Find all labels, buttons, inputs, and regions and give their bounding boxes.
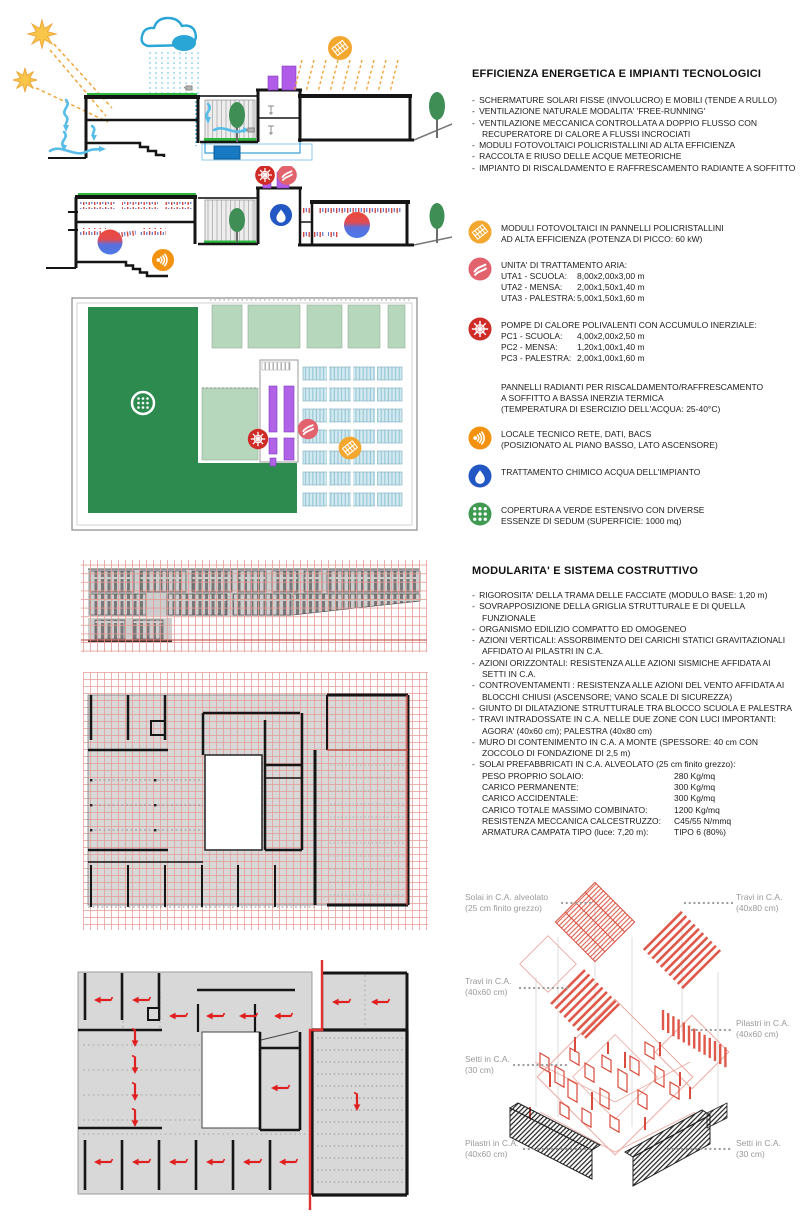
radiant-panel-icon	[468, 379, 492, 403]
load-row: RESISTENZA MECCANICA CALCESTRUZZO: C45/55 N/mmq	[482, 815, 732, 826]
bullet: - RIGOROSITA' DELLA TRAMA DELLE FACCIATE (MODULO BASE: 1,20 m)	[472, 590, 796, 601]
load-row: ARMATURA CAMPATA TIPO (luce: 7,20 m): TIPO 6 (80%)	[482, 827, 726, 838]
pv-icon	[339, 437, 362, 460]
axon-label-solai: Solai in C.A. alveolato (25 cm finito grezzo)	[465, 892, 549, 913]
load-row: CARICO ACCIDENTALE: 300 Kg/mq	[482, 793, 716, 804]
systems-section-diagram	[0, 166, 460, 284]
facade-grid-diagram	[55, 556, 435, 666]
bullet: - VENTILAZIONE NATURALE MODALITA' 'FREE-RUNNING'	[472, 106, 796, 117]
rain-cloud-icon	[142, 18, 196, 51]
heat-pump-icon	[468, 317, 492, 341]
bullet: - GIUNTO DI DILATAZIONE STRUTTURALE TRA BLOCCO SCUOLA E PALESTRA	[472, 703, 796, 714]
legend-item-green-roof: COPERTURA A VERDE ESTENSIVO CON DIVERSE ESSENZE DI SEDUM (SUPERFICIE: 1000 mq)	[468, 504, 798, 528]
legend-item-network: LOCALE TECNICO RETE, DATI, BACS (POSIZIONATO AL PIANO BASSO, LATO ASCENSORE)	[468, 428, 798, 452]
bullet: - AZIONI ORIZZONTALI: RESISTENZA ALLE AZIONI SISMICHE AFFIDATA AI SETTI IN C.A.	[472, 658, 796, 681]
air-handling-icon	[298, 419, 318, 439]
courtyard	[205, 755, 262, 850]
water-tank	[214, 146, 240, 159]
sanitary-glyphs	[268, 106, 274, 134]
green-roof-icon	[468, 502, 492, 526]
radiant-panel-icon	[344, 212, 370, 238]
span-direction-plan	[55, 958, 435, 1220]
network-room-ic on	[468, 426, 492, 450]
axon-label-setti-right: Setti in C.A. (30 cm)	[736, 1138, 781, 1159]
energy-bullets	[472, 95, 796, 174]
bullet: - VENTILAZIONE MECCANICA CONTROLLATA A DOPPIO FLUSSO CON RECUPERATORE DI CALORE A FLUSSI INCROCIATI	[472, 118, 796, 141]
load-row: PESO PROPRIO SOLAIO: 280 Kg/mq	[482, 770, 716, 781]
energy-section-diagram	[0, 4, 460, 176]
modularity-title: MODULARITA' E SISTEMA COSTRUTTIVO	[472, 565, 699, 577]
hollow-core-slab	[555, 882, 634, 961]
axon-label-pilastri-bottom: Pilastri in C.A. (40x60 cm)	[465, 1138, 519, 1159]
network-room-icon	[152, 249, 174, 271]
bullet: - RACCOLTA E RIUSO DELLE ACQUE METEORICHE	[472, 151, 796, 162]
rooftop-units	[268, 66, 296, 90]
sun-icon	[13, 20, 56, 92]
heat-pump-icon	[255, 166, 275, 185]
bullet: - SCHERMATURE SOLARI FISSE (INVOLUCRO) E MOBILI (TENDE A RULLO)	[472, 95, 796, 106]
heat-pump-icon	[248, 429, 268, 449]
radiant-panel-icon	[98, 230, 123, 255]
bullet: - MURO DI CONTENIMENTO IN C.A. A MONTE (SPESSORE: 40 cm CON ZOCCOLO DI FONDAZIONE DI 2,5 m)	[472, 737, 796, 760]
bullet: - IMPIANTO DI RISCALDAMENTO E RAFFRESCAMENTO RADIANTE A SOFFITTO	[472, 163, 796, 174]
air-handling-icon	[277, 166, 297, 185]
pv-sun-rays	[294, 60, 398, 92]
bullet: - CONTROVENTAMENTI : RESISTENZA ALLE AZIONI DEL VENTO AFFIDATA AI BLOCCHI CHIUSI (ASCENSORE; VANO SCALE DI SICUREZZA)	[472, 680, 796, 703]
legend-item-pv: MODULI FOTOVOLTAICI IN PANNELLI POLICRISTALLINI AD ALTA EFFICIENZA (POTENZA DI PICCO: 60 kW)	[468, 222, 798, 246]
sun-rays	[36, 44, 112, 122]
bullet: - MODULI FOTOVOLTAICI POLICRISTALLINI AD ALTA EFFICIENZA	[472, 140, 796, 151]
legend-item-heat-pump: POMPE DI CALORE POLIVALENTI CON ACCUMULO INERZIALE: PC1 - SCUOLA: 4,00x2,00x2,50 m PC2 - MENSA: 1,20x1,00x1,40 m PC3 - PALESTRA: 2,00x1,00x1,60 m	[468, 319, 798, 364]
load-row: CARICO TOTALE MASSIMO COMBINATO: 1200 Kg/mq	[482, 804, 720, 815]
legend-item-radiant: PANNELLI RADIANTI PER RISCALDAMENTO/RAFFRESCAMENTO A SOFFITTO A BASSA INERZIA TERMICA (TEMPERATURA DI ESERCIZIO DELL'ACQUA: 25-40°C)	[468, 381, 798, 415]
bullet: - AZIONI VERTICALI: ASSORBIMENTO DEI CARICHI STATICI GRAVITAZIONALI AFFIDATO AI PILASTRI IN C.A.	[472, 635, 796, 658]
bullet: - ORGANISMO EDILIZIO COMPATTO ED OMOGENEO	[472, 624, 796, 635]
structural-plan	[55, 665, 435, 955]
bullet: - SOVRAPPOSIZIONE DELLA GRIGLIA STRUTTURALE E DI QUELLA FUNZIONALE	[472, 601, 796, 624]
legend	[468, 222, 798, 528]
axon-label-travi-40x60: Travi in C.A. (40x60 cm)	[465, 976, 512, 997]
axon-label-travi-40x80: Travi in C.A. (40x80 cm)	[736, 892, 783, 913]
air-handling-icon	[468, 257, 492, 281]
exploded-axonometric	[440, 882, 800, 1221]
pv-icon	[328, 36, 352, 60]
energy-title: EFFICIENZA ENERGETICA E IMPIANTI TECNOLOGICI	[472, 68, 762, 80]
load-row: CARICO PERMANENTE: 300 Kg/mq	[482, 782, 716, 793]
beams-40x60	[551, 970, 619, 1038]
legend-item-ahu: UNITA' DI TRATTAMENTO ARIA: UTA1 - SCUOLA: 8,00x2,00x3,00 m UTA2 - MENSA: 2,00x1,50x1,40 m UTA3 - PALESTRA:5,00x1,50x1,60 m	[468, 259, 798, 304]
tree-icon	[229, 92, 445, 142]
legend-item-water: TRATTAMENTO CHIMICO ACQUA DELL'IMPIANTO	[468, 466, 798, 490]
water-treatment-icon	[270, 204, 292, 226]
axon-label-pilastri-right: Pilastri in C.A. (40x60 cm)	[736, 1018, 790, 1039]
module-grid	[81, 560, 427, 652]
bullet: - TRAVI INTRADOSSATE IN C.A. NELLE DUE ZONE CON LUCI IMPORTANTI: AGORA' (40x60 cm); PALESTRA (40x80 cm)	[472, 714, 796, 737]
pv-icon	[468, 220, 492, 244]
axon-label-setti-left: Setti in C.A. (30 cm)	[465, 1054, 510, 1075]
roof-plan	[60, 290, 420, 540]
modularity-bullets	[472, 590, 796, 839]
water-treatment-icon	[468, 464, 492, 488]
bullet: - SOLAI PREFABBRICATI IN C.A. ALVEOLATO (25 cm finito grezzo):	[472, 759, 796, 770]
courtyard	[202, 1032, 260, 1128]
